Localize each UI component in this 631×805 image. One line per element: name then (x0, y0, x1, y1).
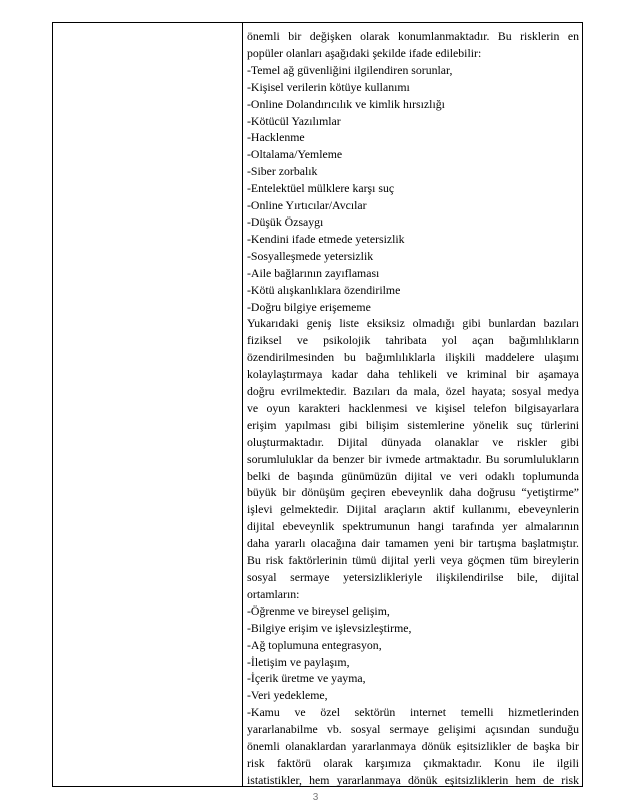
text-line: -Öğrenme ve bireysel gelişim, (247, 603, 390, 618)
text-line: -Aile bağlarının zayıflaması (247, 265, 380, 280)
text-line: fiziksel ve psikolojik tahribata yol açan bağımlılıkların (247, 333, 579, 348)
text-line: ve oyun karakteri hacklenmesi ve kişisel telefon bilgisayarlara (247, 400, 579, 415)
text-line: -Doğru bilgiye erişememe (247, 299, 371, 314)
text-line: işlevi gelmektedir. Dijital araçların aktif kullanımı, ebeveynlerin (247, 502, 579, 517)
text-line: erişim yapılması gibi bilişim sistemlerine yönelik suç türlerini (247, 417, 579, 432)
page-number: 3 (312, 792, 319, 803)
text-line: -Kamu ve özel sektörün internet temelli hizmetlerinden (247, 705, 579, 720)
text-line: istatistikler, hem yararlanmaya dönük eşitsizliklerin hem de risk (247, 772, 579, 786)
text-line: doğru evrilmektedir. Bazıları da mala, özel hayata; sosyal medya (247, 384, 579, 399)
text-line: -Kötü alışkanlıklara özendirilme (247, 282, 401, 297)
text-line: -Düşük Özsaygı (247, 214, 324, 229)
text-line: -Online Dolandırıcılık ve kimlik hırsızlığı (247, 96, 445, 111)
text-line: -İletişim ve paylaşım, (247, 654, 350, 669)
text-line: önemli bir değişken olarak konumlanmaktadır. Bu risklerin en (247, 29, 579, 43)
text-line: belki de başında günümüzün dijital ve veri odaklı toplumunda (247, 468, 579, 483)
text-line: -Bilgiye erişim ve işlevsizleştirme, (247, 620, 412, 635)
text-line: -Online Yırtıcılar/Avcılar (247, 198, 367, 213)
text-line: -Oltalama/Yemleme (247, 147, 343, 162)
text-line: büyük bir dönüşüm geçiren ebeveynlik daha doğrusu “yetiştirme” (247, 485, 579, 500)
text-line: -Veri yedekleme, (247, 688, 328, 703)
text-line: özendirilmesinden bu bağımlılıklarla ilişkili maddelere ulaşımı (247, 350, 579, 365)
text-line: -Sosyalleşmede yetersizlik (247, 248, 374, 263)
text-line: -Entelektüel mülklere karşı suç (247, 181, 395, 196)
text-line: -Temel ağ güvenliğini ilgilendiren sorunlar, (247, 62, 453, 77)
text-line: risk faktörü olarak karşımıza çıkmaktadır. Konu ile ilgili (247, 755, 579, 770)
text-line: önemli olanaklardan yararlanmaya dönük eşitsizlikler de başka bir (247, 739, 579, 754)
text-line: sosyal sermaye yetersizlikleriyle ilişkilendirilse bile, dijital (247, 570, 579, 584)
table-left-cell (53, 23, 243, 786)
text-line: kolaylaştırmaya kadar daha tehlikeli ve kriminal bir aşamaya (247, 367, 579, 382)
text-line: oluşturmaktadır. Dijital dünyada olanaklar ve riskler gibi (247, 434, 579, 449)
text-line: daha yararlı olacağına dair tamamen yeni bir tartışma başlatmıştır. (247, 536, 579, 551)
text-line: popüler olanları aşağıdaki şekilde ifade edilebilir: (247, 45, 482, 60)
text-line: -Siber zorbalık (247, 164, 318, 179)
text-line: Yukarıdaki geniş liste eksiksiz olmadığı gibi bunlardan bazıları (247, 316, 579, 331)
text-line: dijital ebeveynlik spektrumunun hangi tarafında yer almalarının (247, 519, 579, 534)
table-text-cell (243, 23, 582, 786)
text-line: -Ağ toplumuna entegrasyon, (247, 637, 382, 652)
text-line: -Hacklenme (247, 130, 305, 145)
text-line: -Kendini ifade etmede yetersizlik (247, 231, 405, 246)
text-line: yararlanabilme vb. sosyal sermaye gelişimi açısından sunduğu (247, 722, 579, 737)
text-line: -Kişisel verilerin kötüye kullanımı (247, 79, 410, 94)
content-table (52, 22, 583, 787)
text-line: -İçerik üretme ve yayma, (247, 671, 366, 686)
text-line: sorumluluklar da benzer bir ivmede artmaktadır. Bu sorumlulukların (247, 451, 579, 466)
text-line: -Kötücül Yazılımlar (247, 113, 341, 128)
text-line: Bu risk faktörlerinin tümü dijital yerli veya göçmen tüm bireylerin (247, 553, 579, 568)
text-line: ortamların: (247, 586, 300, 601)
